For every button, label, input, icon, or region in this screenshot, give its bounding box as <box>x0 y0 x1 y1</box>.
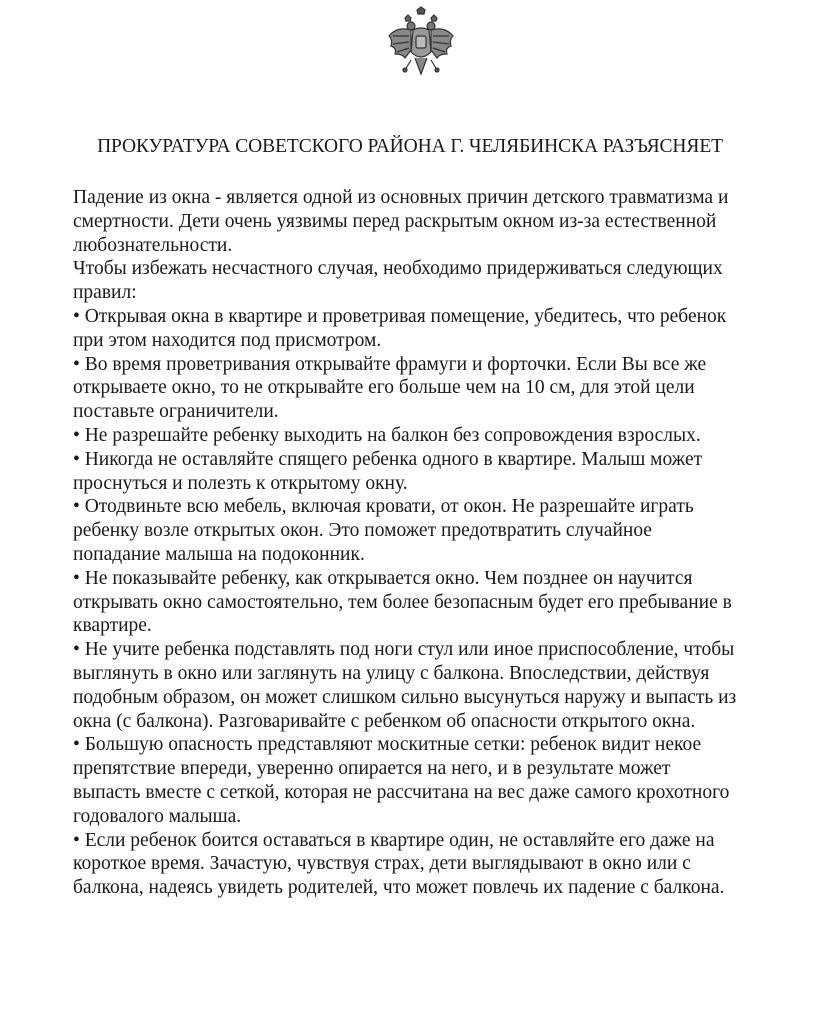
rule-item-line: квартире. <box>73 615 152 637</box>
rule-item-line: при этом находится под присмотром. <box>73 329 382 351</box>
rule-item-line: поставьте ограничители. <box>73 401 279 423</box>
rule-item-line: выпасть вместе с сеткой, которая не рассчитана на вес даже самого крохотного <box>73 781 730 803</box>
rule-item-line: балкона, надеясь увидеть родителей, что может повлечь их падение с балкона. <box>73 877 725 899</box>
rule-item-line: открываете окно, то не открывайте его больше чем на 10 см, для этой цели <box>73 377 695 399</box>
rule-item-line: • Не показывайте ребенку, как открывается окно. Чем позднее он научится <box>73 567 693 589</box>
rule-item-line: подобным образом, он может слишком сильно высунуться наружу и выпасть из <box>73 686 737 708</box>
rule-item-line: • Большую опасность представляют москитные сетки: ребенок видит некое <box>73 734 702 756</box>
rule-item-line: • Открывая окна в квартире и проветривая помещение, убедитесь, что ребенок <box>73 305 727 327</box>
rule-item-line: • Отодвиньте всю мебель, включая кровати, от окон. Не разрешайте играть <box>73 496 694 518</box>
document-body <box>73 186 793 900</box>
rule-item-line: ребенку возле открытых окон. Это поможет предотвратить случайное <box>73 520 652 542</box>
rule-item-line: • Не разрешайте ребенку выходить на балкон без сопровождения взрослых. <box>73 424 701 446</box>
rules-intro-line: правил: <box>73 282 137 304</box>
rule-item-line: годовалого малыша. <box>73 805 242 827</box>
rule-item-line: препятствие впереди, уверенно опирается на него, и в результате может <box>73 758 671 780</box>
rule-item-line: • Во время проветривания открывайте фрамуги и форточки. Если Вы все же <box>73 353 707 375</box>
rules-intro-line: Чтобы избежать несчастного случая, необходимо придерживаться следующих <box>73 258 723 280</box>
rule-item-line: • Никогда не оставляйте спящего ребенка одного в квартире. Малыш может <box>73 448 703 470</box>
rule-item-line: короткое время. Зачастую, чувствуя страх, дети выглядывают в окно или с <box>73 853 691 875</box>
rule-item-line: окна (с балкона). Разговаривайте с ребенком об опасности открытого окна. <box>73 710 696 732</box>
intro-line: смертности. Дети очень уязвимы перед раскрытым окном из-за естественной <box>73 210 717 232</box>
rule-item-line: выглянуть в окно или заглянуть на улицу с балкона. Впоследствии, действуя <box>73 662 710 684</box>
rule-item-line: • Если ребенок боится оставаться в квартире один, не оставляйте его даже на <box>73 829 715 851</box>
rule-item-line: проснуться и полезть к открытому окну. <box>73 472 408 494</box>
rule-item-line: открывать окно самостоятельно, тем более безопасным будет его пребывание в <box>73 591 732 613</box>
document-title: ПРОКУРАТУРА СОВЕТСКОГО РАЙОНА Г. ЧЕЛЯБИНСКА РАЗЪЯСНЯЕТ <box>97 136 723 157</box>
intro-line: Падение из окна - является одной из основных причин детского травматизма и <box>73 187 729 208</box>
russian-coat-of-arms-icon <box>385 6 457 80</box>
intro-line: любознательности. <box>73 234 233 256</box>
rule-item-line: • Не учите ребенка подставлять под ноги стул или иное приспособление, чтобы <box>73 639 735 661</box>
rule-item-line: попадание малыша на подоконник. <box>73 543 365 565</box>
